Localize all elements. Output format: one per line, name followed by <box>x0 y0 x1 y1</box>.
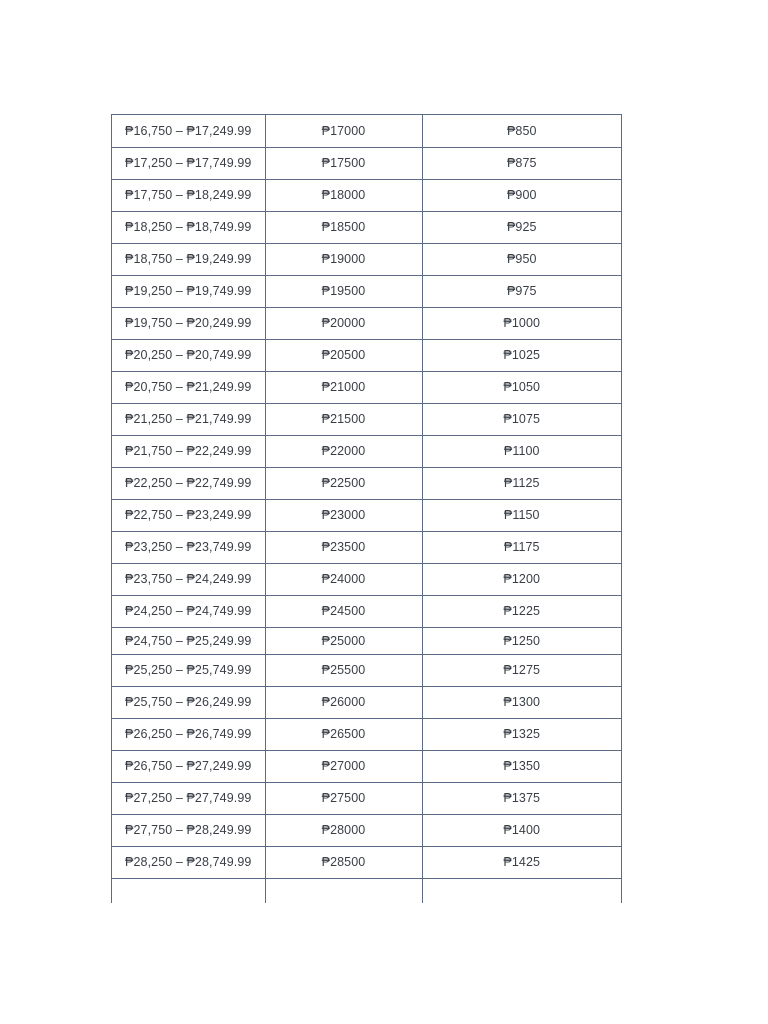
salary-range-cell: ₱18,750 – ₱19,249.99 <box>112 243 265 275</box>
contribution-cell: ₱1225 <box>422 595 621 627</box>
contribution-cell: ₱925 <box>422 211 621 243</box>
table-body <box>112 115 621 903</box>
salary-credit-cell: ₱18000 <box>265 179 422 211</box>
salary-range-cell <box>112 878 265 903</box>
salary-credit-cell: ₱17500 <box>265 147 422 179</box>
salary-range-cell: ₱25,750 – ₱26,249.99 <box>112 686 265 718</box>
salary-range-cell: ₱21,750 – ₱22,249.99 <box>112 435 265 467</box>
salary-credit-cell: ₱25000 <box>265 627 422 654</box>
salary-credit-cell: ₱28000 <box>265 814 422 846</box>
salary-credit-cell: ₱21500 <box>265 403 422 435</box>
contribution-cell <box>422 878 621 903</box>
contribution-cell: ₱1025 <box>422 339 621 371</box>
salary-range-cell: ₱24,750 – ₱25,249.99 <box>112 627 265 654</box>
salary-credit-cell: ₱27000 <box>265 750 422 782</box>
table-row <box>112 211 621 243</box>
salary-credit-cell: ₱23000 <box>265 499 422 531</box>
table-row <box>112 275 621 307</box>
contribution-cell: ₱1325 <box>422 718 621 750</box>
contribution-cell: ₱1300 <box>422 686 621 718</box>
contribution-cell: ₱1100 <box>422 435 621 467</box>
table-row <box>112 750 621 782</box>
table-row <box>112 339 621 371</box>
salary-range-cell: ₱19,250 – ₱19,749.99 <box>112 275 265 307</box>
contribution-cell: ₱1200 <box>422 563 621 595</box>
table-row <box>112 371 621 403</box>
salary-range-cell: ₱23,250 – ₱23,749.99 <box>112 531 265 563</box>
table-row <box>112 147 621 179</box>
salary-range-cell: ₱20,750 – ₱21,249.99 <box>112 371 265 403</box>
salary-credit-cell: ₱17000 <box>265 115 422 147</box>
salary-range-cell: ₱18,250 – ₱18,749.99 <box>112 211 265 243</box>
table-row <box>112 403 621 435</box>
salary-credit-cell: ₱22500 <box>265 467 422 499</box>
salary-credit-cell: ₱24000 <box>265 563 422 595</box>
table-row <box>112 435 621 467</box>
table-row <box>112 115 621 147</box>
salary-credit-cell: ₱26000 <box>265 686 422 718</box>
salary-range-cell: ₱21,250 – ₱21,749.99 <box>112 403 265 435</box>
salary-range-cell: ₱16,750 – ₱17,249.99 <box>112 115 265 147</box>
salary-credit-cell: ₱25500 <box>265 654 422 686</box>
table-row <box>112 718 621 750</box>
salary-credit-cell: ₱27500 <box>265 782 422 814</box>
contribution-cell: ₱850 <box>422 115 621 147</box>
salary-credit-cell: ₱20500 <box>265 339 422 371</box>
salary-range-cell: ₱25,250 – ₱25,749.99 <box>112 654 265 686</box>
salary-range-cell: ₱27,250 – ₱27,749.99 <box>112 782 265 814</box>
contribution-table <box>112 115 621 903</box>
salary-credit-cell: ₱24500 <box>265 595 422 627</box>
salary-credit-cell: ₱19500 <box>265 275 422 307</box>
salary-range-cell: ₱23,750 – ₱24,249.99 <box>112 563 265 595</box>
table-row <box>112 243 621 275</box>
table-row <box>112 627 621 654</box>
table-row <box>112 846 621 878</box>
salary-credit-cell: ₱26500 <box>265 718 422 750</box>
salary-range-cell: ₱26,250 – ₱26,749.99 <box>112 718 265 750</box>
salary-credit-cell: ₱23500 <box>265 531 422 563</box>
salary-range-cell: ₱17,250 – ₱17,749.99 <box>112 147 265 179</box>
salary-range-cell: ₱26,750 – ₱27,249.99 <box>112 750 265 782</box>
contribution-cell: ₱1350 <box>422 750 621 782</box>
table-row <box>112 531 621 563</box>
salary-credit-cell: ₱20000 <box>265 307 422 339</box>
table-row <box>112 878 621 903</box>
table-row <box>112 179 621 211</box>
table-row <box>112 499 621 531</box>
table-row <box>112 307 621 339</box>
salary-credit-cell: ₱19000 <box>265 243 422 275</box>
salary-range-cell: ₱24,250 – ₱24,749.99 <box>112 595 265 627</box>
contribution-cell: ₱1400 <box>422 814 621 846</box>
contribution-cell: ₱875 <box>422 147 621 179</box>
table-row <box>112 595 621 627</box>
salary-range-cell: ₱28,250 – ₱28,749.99 <box>112 846 265 878</box>
contribution-cell: ₱1000 <box>422 307 621 339</box>
contribution-cell: ₱1150 <box>422 499 621 531</box>
table-row <box>112 563 621 595</box>
contribution-table-container <box>111 114 622 903</box>
salary-credit-cell: ₱22000 <box>265 435 422 467</box>
table-row <box>112 686 621 718</box>
contribution-cell: ₱1375 <box>422 782 621 814</box>
salary-range-cell: ₱22,250 – ₱22,749.99 <box>112 467 265 499</box>
contribution-cell: ₱1275 <box>422 654 621 686</box>
salary-range-cell: ₱17,750 – ₱18,249.99 <box>112 179 265 211</box>
contribution-cell: ₱950 <box>422 243 621 275</box>
salary-credit-cell: ₱18500 <box>265 211 422 243</box>
contribution-cell: ₱1075 <box>422 403 621 435</box>
contribution-cell: ₱975 <box>422 275 621 307</box>
salary-range-cell: ₱22,750 – ₱23,249.99 <box>112 499 265 531</box>
contribution-cell: ₱1050 <box>422 371 621 403</box>
salary-credit-cell <box>265 878 422 903</box>
contribution-cell: ₱1175 <box>422 531 621 563</box>
contribution-cell: ₱1250 <box>422 627 621 654</box>
table-row <box>112 467 621 499</box>
contribution-cell: ₱1125 <box>422 467 621 499</box>
table-row <box>112 782 621 814</box>
salary-credit-cell: ₱28500 <box>265 846 422 878</box>
table-row <box>112 814 621 846</box>
salary-range-cell: ₱20,250 – ₱20,749.99 <box>112 339 265 371</box>
table-row <box>112 654 621 686</box>
salary-range-cell: ₱19,750 – ₱20,249.99 <box>112 307 265 339</box>
contribution-cell: ₱900 <box>422 179 621 211</box>
salary-credit-cell: ₱21000 <box>265 371 422 403</box>
contribution-cell: ₱1425 <box>422 846 621 878</box>
salary-range-cell: ₱27,750 – ₱28,249.99 <box>112 814 265 846</box>
